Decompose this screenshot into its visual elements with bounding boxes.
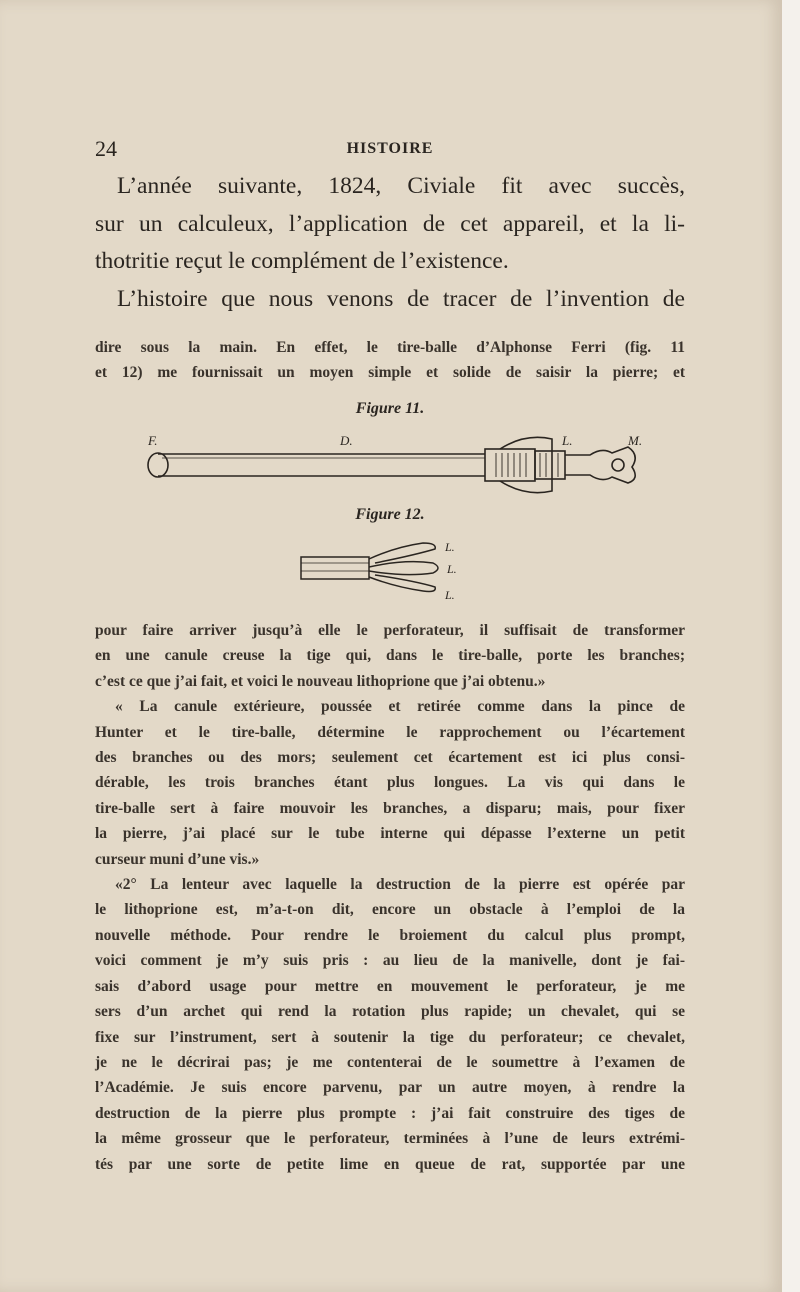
- text-line: thotritie reçut le complément de l’existence.: [95, 248, 509, 274]
- text-line: dire sous la main. En effet, le tire-balle d’Alphonse Ferri (fig. 11: [95, 339, 685, 356]
- small-text-after: [95, 618, 685, 1177]
- text-line: des branches ou des mors; seulement cet écartement est ici plus consi-: [95, 749, 685, 767]
- figure-11-letter-f: F.: [148, 433, 158, 448]
- text-line: sais d’abord usage pour mettre en mouvement le perforateur, je me: [95, 977, 685, 995]
- text-line: pour faire arriver jusqu’à elle le perforateur, il suffisait de transformer: [95, 622, 685, 639]
- figure-11-illustration: [140, 425, 660, 495]
- figure-12-caption: Figure 12.: [355, 506, 425, 523]
- running-head: HISTOIRE: [346, 140, 434, 157]
- text-line: destruction de la pierre plus prompte : j’ai fait construire des tiges de: [95, 1104, 685, 1122]
- text-line: L’année suivante, 1824, Civiale fit avec succès,: [117, 173, 685, 199]
- text-line: « La canule extérieure, poussée et retirée comme dans la pince de: [115, 698, 685, 716]
- text-line: Hunter et le tire-balle, détermine le rapprochement ou l’écartement: [95, 723, 685, 741]
- text-line: je ne le décrirai pas; je me contenterai de le soumettre à l’examen de: [95, 1053, 685, 1071]
- text-line: tés par une sorte de petite lime en queue de rat, supportée par une: [95, 1155, 685, 1173]
- figure-12-letter-top: L.: [445, 540, 455, 554]
- small-text-before: [95, 335, 685, 386]
- figure-12-letter-bottom: L.: [445, 588, 455, 602]
- text-line: fixe sur l’instrument, sert à soutenir la tige du perforateur; ce chevalet,: [95, 1028, 685, 1046]
- figure-11-letter-l: L.: [562, 433, 573, 448]
- text-line: la pierre, j’ai placé sur le tube interne qui dépasse l’externe un petit: [95, 825, 685, 843]
- text-line: c’est ce que j’ai fait, et voici le nouveau lithoprione que j’ai obtenu.»: [95, 672, 546, 690]
- figure-12-letter-mid: L.: [447, 562, 457, 576]
- text-line: curseur muni d’une vis.»: [95, 850, 260, 868]
- text-line: en une canule creuse la tige qui, dans le tire-balle, porte les branches;: [95, 647, 685, 665]
- figure-11-letter-m: M.: [628, 433, 643, 448]
- text-line: sers d’un archet qui rend la rotation plus rapide; un chevalet, qui se: [95, 1003, 685, 1021]
- text-line: nouvelle méthode. Pour rendre le broiement du calcul plus prompt,: [95, 926, 685, 944]
- text-line: L’histoire que nous venons de tracer de l’invention de: [117, 285, 685, 312]
- figure-12-illustration: [295, 533, 475, 605]
- large-text-block: [95, 168, 685, 318]
- page-edge: [782, 0, 800, 1292]
- text-line: tire-balle sert à faire mouvoir les branches, a disparu; mais, pour fixer: [95, 799, 685, 817]
- text-line: dérable, les trois branches étant plus longues. La vis qui dans le: [95, 774, 685, 792]
- figure-11-caption: Figure 11.: [355, 400, 425, 417]
- text-line: et 12) me fournissait un moyen simple et solide de saisir la pierre; et: [95, 364, 685, 382]
- figure-11-letter-d: D.: [340, 433, 353, 448]
- text-line: le lithoprione est, m’a-t-on dit, encore un obstacle à l’emploi de la: [95, 901, 685, 919]
- text-line: «2° La lenteur avec laquelle la destruction de la pierre est opérée par: [115, 876, 685, 894]
- text-line: l’Académie. Je suis encore parvenu, par un autre moyen, à rendre la: [95, 1079, 685, 1097]
- page-header: [95, 136, 685, 166]
- text-line: voici comment je m’y suis pris : au lieu de la manivelle, dont je fai-: [95, 952, 685, 970]
- text-line: la même grosseur que le perforateur, terminées à l’une de leurs extrémi-: [95, 1130, 685, 1148]
- text-line: sur un calculeux, l’application de cet appareil, et la li-: [95, 210, 685, 237]
- page-number: 24: [95, 136, 117, 161]
